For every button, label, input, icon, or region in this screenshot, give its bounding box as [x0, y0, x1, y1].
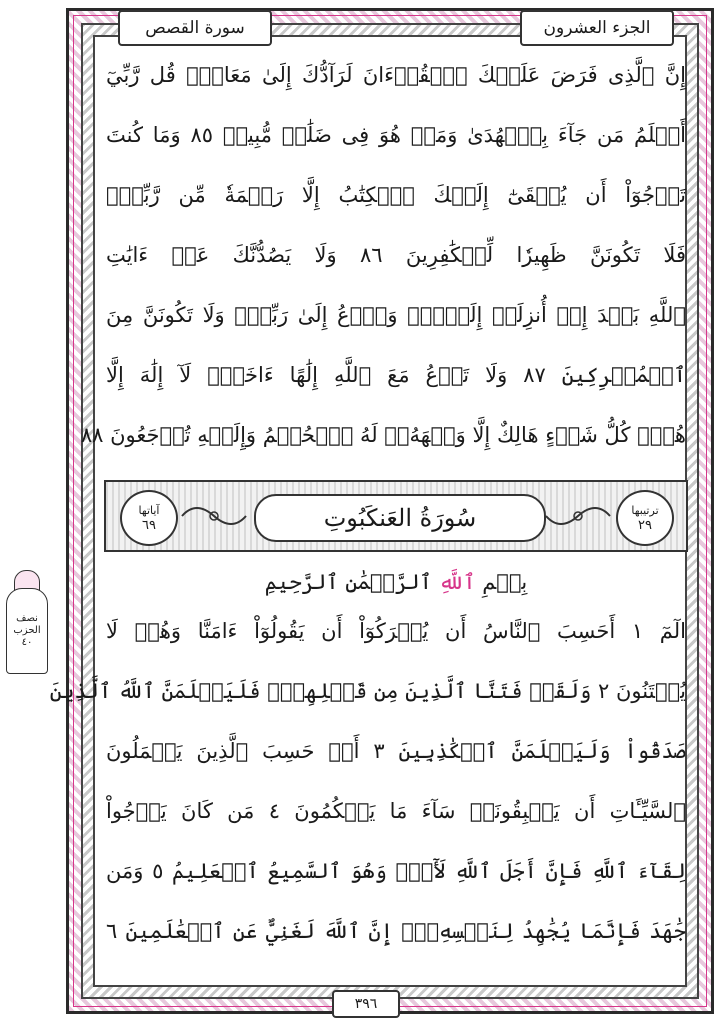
basmala-part3: ٱلرَّحۡمَٰنِ ٱلرَّحِيمِ	[264, 570, 432, 594]
surah-title-header: سورة القصص	[118, 10, 272, 46]
verse-line: ٱلۡمُشۡرِكِينَ ٨٧ وَلَا تَدۡعُ مَعَ ٱللَّهِ إِلَٰهًا ءَاخَرَۘ لَآ إِلَٰهَ إِلَّا	[106, 363, 686, 387]
page-number: ٣٩٦	[332, 990, 400, 1018]
verse-line: إِنَّ ٱلَّذِى فَرَضَ عَلَيۡكَ ٱلۡقُرۡءَانَ لَرَآدُّكَ إِلَىٰ مَعَادٖۚ قُل رَّبِّيٓ	[106, 63, 686, 87]
juz-label: الجزء العشرون	[520, 10, 674, 46]
verse-line: جَٰهَدَ فَإِنَّمَا يُجَٰهِدُ لِنَفۡسِهِۦٓۚ إِنَّ ٱللَّهَ لَغَنِيٌّ عَنِ ٱلۡعَٰلَمِينَ ٦	[106, 919, 686, 943]
surah-name: سُورَةُ العَنكَبُوتِ	[254, 494, 546, 542]
surah-order-value: ٢٩	[638, 518, 652, 533]
basmala-allah: ٱللَّهِ	[438, 570, 476, 594]
basmala-part1: بِسۡمِ	[482, 570, 528, 594]
verse-line: صَدَقُواْ وَلَيَعۡلَمَنَّ ٱلۡكَٰذِبِينَ ٣ أَمۡ حَسِبَ ٱلَّذِينَ يَعۡمَلُونَ	[106, 739, 686, 763]
verse-line: تَرۡجُوٓاْ أَن يُلۡقَىٰٓ إِلَيۡكَ ٱلۡكِتَٰبُ إِلَّا رَحۡمَةٗ مِّن رَّبِّكَۖ	[106, 183, 686, 207]
hizb-number: ٤٠	[21, 637, 33, 648]
hizb-marker	[6, 588, 48, 674]
surah-order-medal	[616, 490, 674, 546]
hizb-label-half: نصف	[16, 613, 38, 624]
verse-line: ٱللَّهِ بَعۡدَ إِذۡ أُنزِلَتۡ إِلَيۡكَۖ وَٱدۡعُ إِلَىٰ رَبِّكَۖ وَلَا تَكُونَنَّ مِنَ	[106, 303, 686, 327]
verse-line: أَعۡلَمُ مَن جَآءَ بِٱلۡهُدَىٰ وَمَنۡ هُوَ فِى ضَلَٰلٖ مُّبِينٖ ٨٥ وَمَا كُنتَ	[106, 123, 687, 147]
hizb-label: الحزب	[13, 625, 41, 636]
banner-ornament-right-icon	[542, 498, 614, 534]
surah-banner	[104, 480, 688, 552]
verse-line: ٱلسَّيِّـَٔاتِ أَن يَسۡبِقُونَاۚ سَآءَ مَا يَحۡكُمُونَ ٤ مَن كَانَ يَرۡجُواْ	[106, 799, 686, 823]
verse-line: فَلَا تَكُونَنَّ ظَهِيرٗا لِّلۡكَٰفِرِينَ ٨٦ وَلَا يَصُدُّنَّكَ عَنۡ ءَايَٰتِ	[106, 243, 686, 267]
banner-ornament-left-icon	[178, 498, 250, 534]
verse-line: الٓمٓ ١ أَحَسِبَ ٱلنَّاسُ أَن يُتۡرَكُوٓاْ أَن يَقُولُوٓاْ ءَامَنَّا وَهُمۡ لَا	[106, 619, 686, 643]
verse-line: لِقَآءَ ٱللَّهِ فَإِنَّ أَجَلَ ٱللَّهِ لَأٓتٖۚ وَهُوَ ٱلسَّمِيعُ ٱلۡعَلِيمُ ٥ وَمَن	[106, 859, 686, 883]
basmala	[106, 560, 686, 604]
verse-line: يُفۡتَنُونَ ٢ وَلَقَدۡ فَتَنَّا ٱلَّذِينَ مِن قَبۡلِهِمۡۖ فَلَيَعۡلَمَنَّ ٱللَّهُ ٱلَّذِينَ	[49, 679, 686, 703]
surah-order-label: ترتيبها	[631, 504, 659, 517]
surah-ayat-medal	[120, 490, 178, 546]
verse-line: هُوَۚ كُلُّ شَيۡءٍ هَالِكٌ إِلَّا وَجۡهَهُۥۚ لَهُ ٱلۡحُكۡمُ وَإِلَيۡهِ تُرۡجَعُونَ ٨٨	[80, 423, 686, 447]
surah-ayat-value: ٦٩	[142, 518, 156, 533]
surah-ayat-label: آياتها	[138, 504, 160, 517]
